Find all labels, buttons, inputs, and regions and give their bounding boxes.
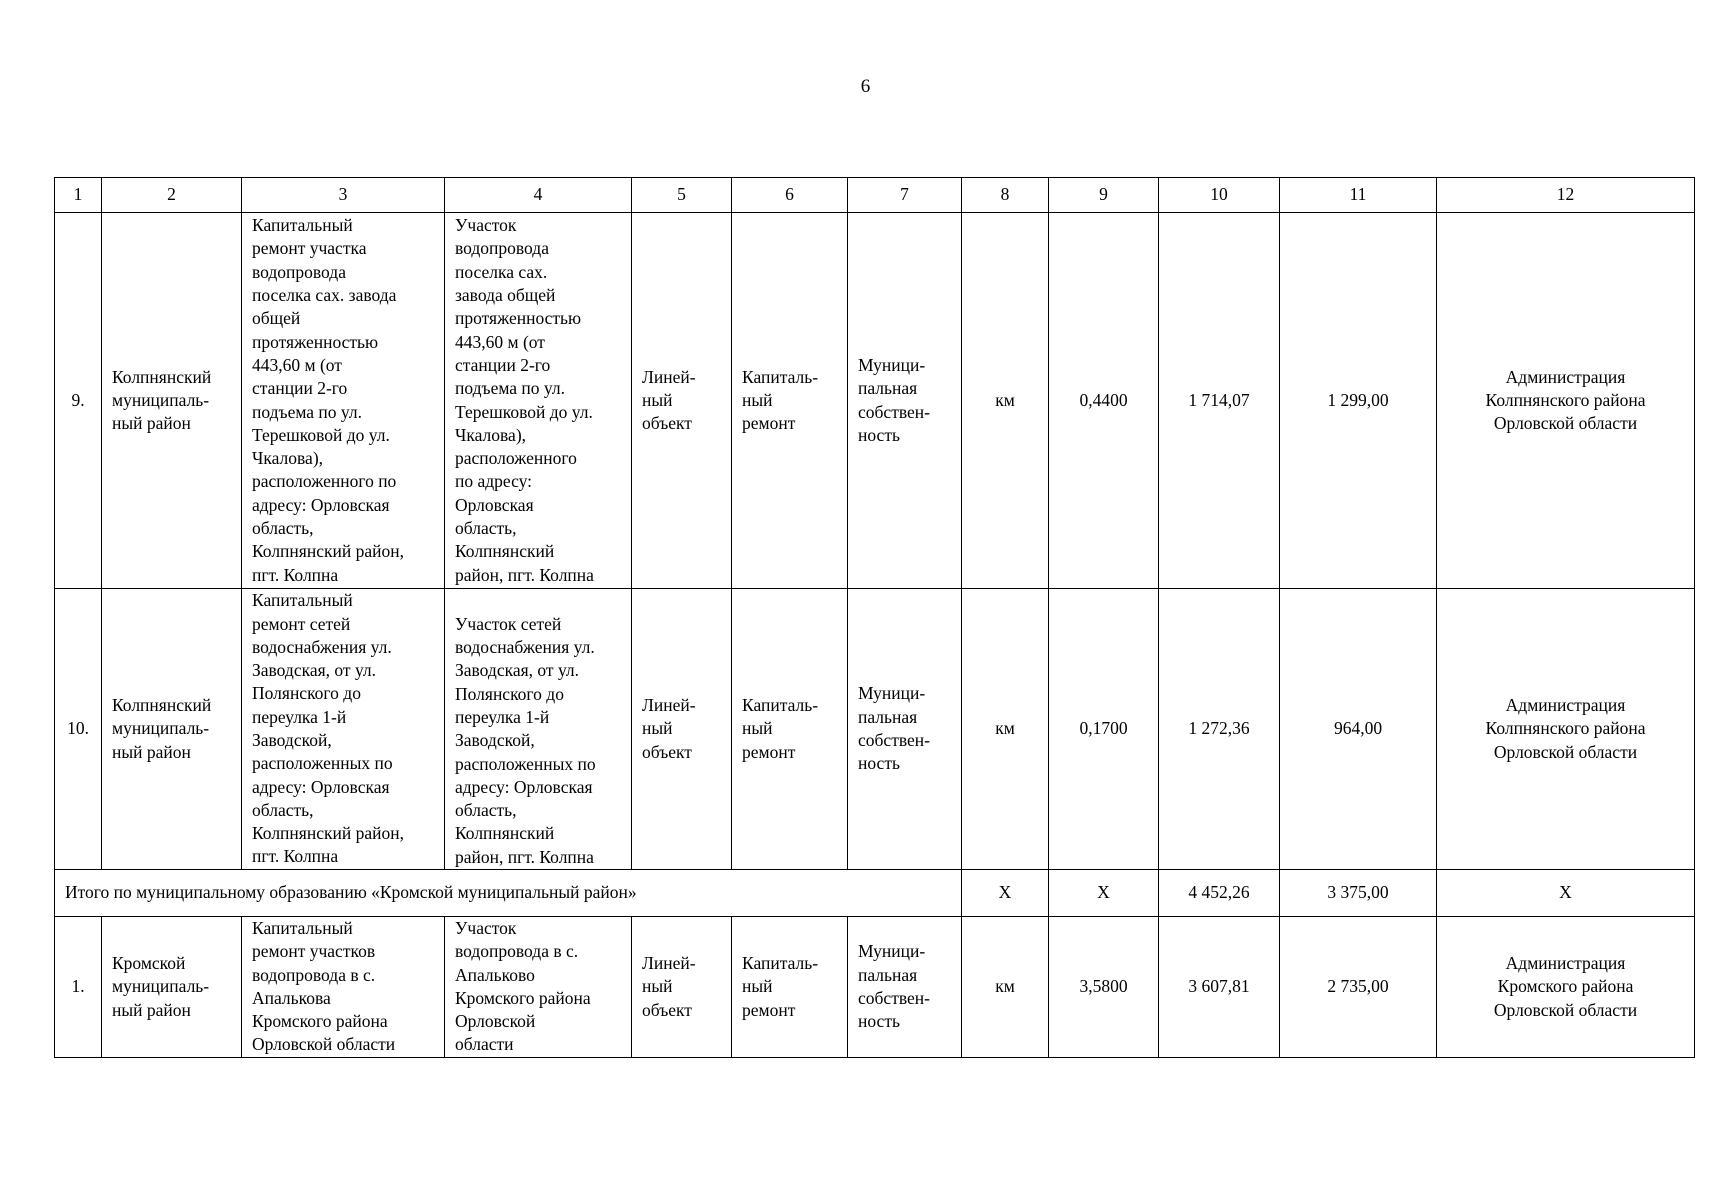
unit-cell: км	[962, 589, 1049, 870]
total-label: Итого по муниципальному образованию «Кромской муниципальный район»	[55, 870, 962, 917]
funds-cell: 964,00	[1280, 589, 1437, 870]
object-description-cell: Участок водопровода в с. Апальково Кромского района Орловской области	[445, 917, 632, 1058]
table-row	[55, 917, 1695, 1058]
district-cell: Кромской муниципаль- ный район	[102, 917, 242, 1058]
header-cell: 9	[1049, 178, 1159, 213]
header-cell: 7	[848, 178, 962, 213]
object-type-cell: Линей- ный объект	[632, 589, 732, 870]
header-cell: 4	[445, 178, 632, 213]
data-table	[54, 177, 1695, 1058]
unit-cell: км	[962, 213, 1049, 589]
ownership-cell: Муници- пальная собствен- ность	[848, 917, 962, 1058]
ownership-cell: Муници- пальная собствен- ность	[848, 213, 962, 589]
cost-cell: 1 714,07	[1159, 213, 1280, 589]
header-cell: 6	[732, 178, 848, 213]
administration-cell: Администрация Колпнянского района Орловской области	[1437, 589, 1695, 870]
total-administration-cell: Х	[1437, 870, 1695, 917]
header-cell: 1	[55, 178, 102, 213]
table-row	[55, 589, 1695, 870]
header-cell: 5	[632, 178, 732, 213]
length-cell: 0,1700	[1049, 589, 1159, 870]
header-cell: 8	[962, 178, 1049, 213]
object-description-cell: Участок сетей водоснабжения ул. Заводская, от ул. Полянского до переулка 1-й Заводской, расположенных по адресу: Орловская область, Колпнянский район, пгт. Колпна	[445, 589, 632, 870]
work-description-cell: Капитальный ремонт участка водопровода поселка сах. завода общей протяженностью 443,60 м (от станции 2-го подъема по ул. Терешковой до ул. Чкалова), расположенного по адресу: Орловская область, Колпнянский район, пгт. Колпна	[242, 213, 445, 589]
ownership-cell: Муници- пальная собствен- ность	[848, 589, 962, 870]
header-cell: 10	[1159, 178, 1280, 213]
district-cell: Колпнянский муниципаль- ный район	[102, 213, 242, 589]
total-row	[55, 870, 1695, 917]
length-cell: 0,4400	[1049, 213, 1159, 589]
work-kind-cell: Капиталь- ный ремонт	[732, 917, 848, 1058]
work-description-cell: Капитальный ремонт участков водопровода в с. Апалькова Кромского района Орловской области	[242, 917, 445, 1058]
cost-cell: 3 607,81	[1159, 917, 1280, 1058]
total-cost-cell: 4 452,26	[1159, 870, 1280, 917]
object-type-cell: Линей- ный объект	[632, 917, 732, 1058]
unit-cell: км	[962, 917, 1049, 1058]
object-type-cell: Линей- ный объект	[632, 213, 732, 589]
header-cell: 3	[242, 178, 445, 213]
header-cell: 2	[102, 178, 242, 213]
length-cell: 3,5800	[1049, 917, 1159, 1058]
table-row	[55, 213, 1695, 589]
funds-cell: 2 735,00	[1280, 917, 1437, 1058]
row-number: 1.	[55, 917, 102, 1058]
row-number: 10.	[55, 589, 102, 870]
object-description-cell: Участок водопровода поселка сах. завода общей протяженностью 443,60 м (от станции 2-го подъема по ул. Терешковой до ул. Чкалова), расположенного по адресу: Орловская область, Колпнянский район, пгт. Колпна	[445, 213, 632, 589]
funds-cell: 1 299,00	[1280, 213, 1437, 589]
work-kind-cell: Капиталь- ный ремонт	[732, 589, 848, 870]
page-number: 6	[860, 76, 871, 97]
header-cell: 11	[1280, 178, 1437, 213]
row-number: 9.	[55, 213, 102, 589]
total-unit-cell: Х	[962, 870, 1049, 917]
work-description-cell: Капитальный ремонт сетей водоснабжения ул. Заводская, от ул. Полянского до переулка 1-й Заводской, расположенных по адресу: Орловская область, Колпнянский район, пгт. Колпна	[242, 589, 445, 870]
administration-cell: Администрация Колпнянского района Орловской области	[1437, 213, 1695, 589]
header-cell: 12	[1437, 178, 1695, 213]
administration-cell: Администрация Кромского района Орловской области	[1437, 917, 1695, 1058]
total-length-cell: Х	[1049, 870, 1159, 917]
work-kind-cell: Капиталь- ный ремонт	[732, 213, 848, 589]
header-row	[55, 178, 1695, 213]
total-funds-cell: 3 375,00	[1280, 870, 1437, 917]
district-cell: Колпнянский муниципаль- ный район	[102, 589, 242, 870]
cost-cell: 1 272,36	[1159, 589, 1280, 870]
